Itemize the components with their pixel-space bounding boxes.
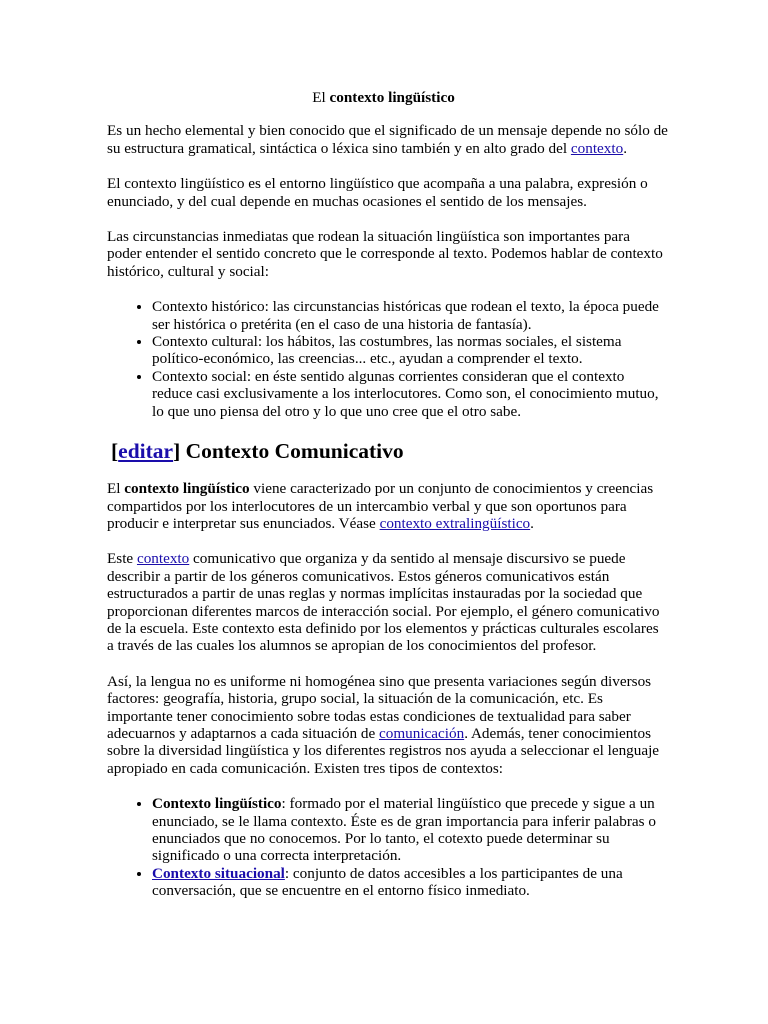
list-item-bold: Contexto lingüístico — [152, 795, 282, 813]
contexto-extralinguistico-link[interactable]: contexto extralingüístico — [379, 514, 531, 532]
paragraph-4 — [107, 480, 668, 532]
section-heading — [111, 438, 668, 464]
paragraph-5-rest: comunicativo que organiza y da sentido al mensaje discursivo se puede describir a partir de los géneros comunicativos. Estos géneros comunicativos están estructurados a partir de unas reglas y normas implícitas instauradas por la sociedad que proporcionan diferentes marcos de interacción social. Por ejemplo, el género comunicativo de la escuela. Este contexto esta definido por los elementos y prácticas culturales escolares a través de las cuales los alumnos se apropian de los conocimientos del profesor. — [107, 550, 660, 655]
paragraph-1-text: Es un hecho elemental y bien conocido que el significado de un mensaje depende no sólo de su estructura gramatical, sintáctica o léxica sino también y en alto grado del — [107, 122, 668, 157]
context-types-list — [107, 298, 668, 420]
list-item: • Contexto histórico: las circunstancias históricas que rodean el texto, la época puede ser histórica o pretérita (en el caso de una historia de fantasía). — [152, 298, 668, 333]
paragraph-5-start: Este — [107, 550, 137, 568]
paragraph-6 — [107, 673, 668, 777]
heading-close-bracket: ] — [173, 439, 181, 464]
paragraph-4-middle: viene caracterizado por un conjunto de conocimientos y creencias compartidos por los interlocutores de un intercambio verbal y que son oportunos para producir e interpretar sus enunciados. Véase — [107, 480, 654, 532]
title-prefix: El — [312, 89, 330, 106]
document-title — [107, 89, 668, 106]
paragraph-5 — [107, 550, 668, 654]
list-item — [152, 795, 668, 865]
list-item-text: : formado por el material lingüístico que precede y sigue a un enunciado, se le llama contexto. Éste es de gran importancia para inferir palabras o enunciados que no conocemos. Por lo tanto, el cotexto puede determinar su significado o una correcta interpretación. — [152, 795, 656, 865]
title-bold: contexto lingüístico — [329, 89, 455, 106]
paragraph-1-end: . — [623, 139, 627, 157]
paragraph-2: El contexto lingüístico es el entorno lingüístico que acompaña a una palabra, expresión o enunciado, y del cual depende en muchas ocasiones el sentido de los mensajes. — [107, 175, 648, 210]
list-item: • Contexto social: en éste sentido algunas corrientes consideran que el contexto reduce casi exclusivamente a los interlocutores. Como son, el conocimiento mutuo, lo que uno piensa del otro y lo que uno cree que el otro sabe. — [152, 368, 668, 420]
list-item — [152, 865, 668, 900]
contexto-link[interactable]: contexto — [570, 139, 624, 157]
paragraph-4-end: . — [530, 514, 534, 532]
heading-open-bracket: [ — [111, 439, 119, 464]
heading-text: Contexto Comunicativo — [180, 439, 404, 464]
list-item-text: : conjunto de datos accesibles a los participantes de una conversación, que se encuentre en el entorno físico inmediato. — [152, 864, 623, 900]
paragraph-4-bold: contexto lingüístico — [124, 480, 250, 498]
list-item: • Contexto cultural: los hábitos, las costumbres, las normas sociales, el sistema político-económico, las creencias... etc., ayudan a comprender el texto. — [152, 333, 668, 368]
paragraph-1 — [107, 122, 668, 157]
comunicacion-link[interactable]: comunicación — [379, 724, 465, 742]
three-contexts-list — [107, 795, 668, 899]
paragraph-6-rest: . Además, tener conocimientos sobre la diversidad lingüística y los diferentes registros nos ayuda a seleccionar el lenguaje apropiado en cada comunicación. Existen tres tipos de contextos: — [107, 724, 660, 777]
contexto-link-2[interactable]: contexto — [136, 550, 190, 568]
contexto-situacional-link[interactable]: Contexto situacional — [152, 864, 285, 882]
paragraph-6-start: Así, la lengua no es uniforme ni homogénea sino que presenta variaciones según diversos factores: geografía, historia, grupo social, la situación de la comunicación, etc. Es importante tener conocimiento sobre todas estas condiciones de textualidad para saber adecuarnos y adaptarnos a cada situación de — [107, 672, 652, 742]
paragraph-3: Las circunstancias inmediatas que rodean la situación lingüística son importantes para poder entender el sentido concreto que le corresponde al texto. Podemos hablar de contexto histórico, cultural y social: — [107, 228, 663, 280]
edit-link[interactable]: editar — [118, 439, 174, 464]
paragraph-4-start: El — [107, 480, 125, 498]
